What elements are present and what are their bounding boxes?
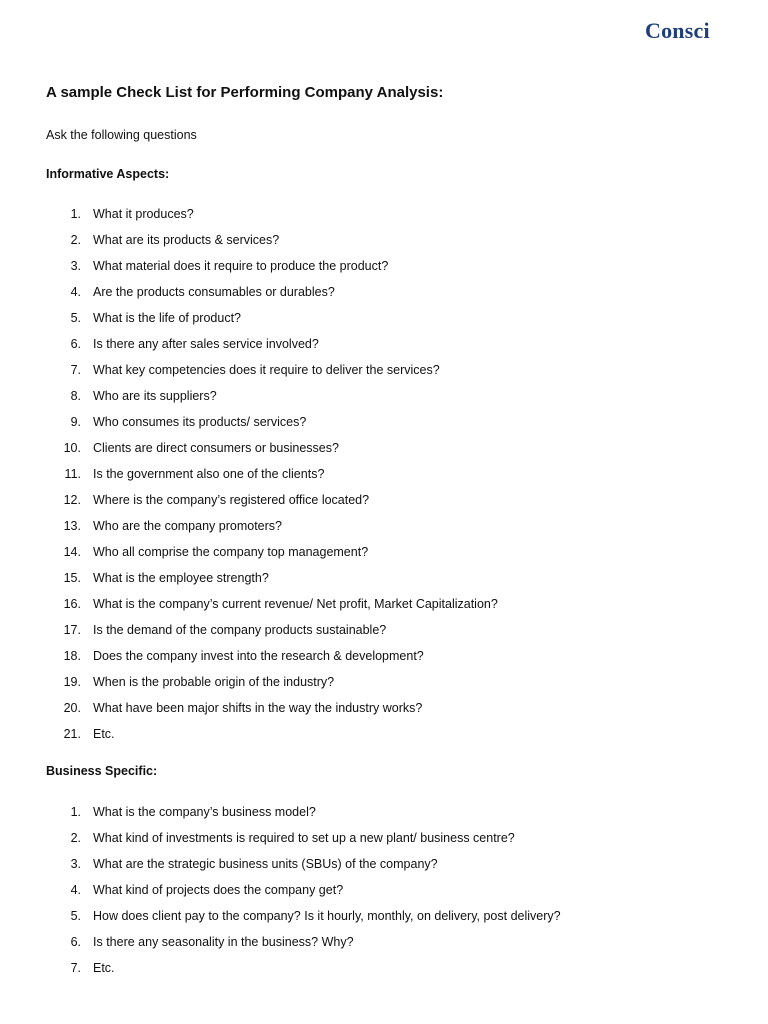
list-item-text: Where is the company’s registered office located?	[93, 493, 370, 507]
list-item-number: 5.	[70, 909, 81, 923]
list-item-number: 18.	[63, 649, 81, 663]
list-item-number: 4.	[70, 285, 81, 299]
list-item-text: When is the probable origin of the industry?	[93, 675, 335, 689]
list-item-text: Who consumes its products/ services?	[93, 415, 307, 429]
list-item-text: Is the demand of the company products sustainable?	[93, 623, 387, 637]
list-item-number: 8.	[70, 389, 81, 403]
list-item-number: 10.	[63, 441, 81, 455]
list-item-text: Clients are direct consumers or businesses?	[93, 441, 339, 455]
list-item-text: What have been major shifts in the way the industry works?	[93, 701, 423, 715]
brand-logo: Consci	[645, 18, 710, 43]
list-item-text: Who are the company promoters?	[93, 519, 282, 533]
list-item-number: 5.	[70, 311, 81, 325]
list-item-number: 19.	[63, 675, 81, 689]
list-item-text: What kind of investments is required to set up a new plant/ business centre?	[93, 831, 515, 845]
list-item-number: 3.	[70, 259, 81, 273]
section-heading-informative: Informative Aspects:	[46, 167, 170, 181]
list-item-number: 9.	[70, 415, 81, 429]
list-item-text: What key competencies does it require to deliver the services?	[93, 363, 440, 377]
list-item-text: Is there any after sales service involved?	[93, 337, 319, 351]
list-item-text: What material does it require to produce the product?	[93, 259, 389, 273]
section-heading-business: Business Specific:	[46, 764, 158, 778]
list-item-number: 17.	[63, 623, 81, 637]
list-item-number: 2.	[70, 233, 81, 247]
list-item-text: Etc.	[93, 961, 115, 975]
list-item-number: 1.	[70, 207, 81, 221]
list-item-text: What is the company’s current revenue/ Net profit, Market Capitalization?	[93, 597, 498, 611]
list-item-text: Are the products consumables or durables?	[93, 285, 335, 299]
list-item-text: What is the employee strength?	[93, 571, 269, 585]
list-item-text: What kind of projects does the company get?	[93, 883, 344, 897]
list-item-text: How does client pay to the company? Is it hourly, monthly, on delivery, post delivery?	[93, 909, 561, 923]
intro-text: Ask the following questions	[46, 128, 197, 142]
list-item-number: 14.	[63, 545, 81, 559]
list-item-number: 2.	[70, 831, 81, 845]
list-item-number: 13.	[63, 519, 81, 533]
document-title: A sample Check List for Performing Company Analysis:	[46, 84, 444, 101]
list-item-text: Is there any seasonality in the business? Why?	[93, 935, 354, 949]
list-item-text: What is the company’s business model?	[93, 805, 316, 819]
list-item-number: 21.	[63, 727, 81, 741]
list-item-text: Who all comprise the company top management?	[93, 545, 369, 559]
list-item-number: 16.	[63, 597, 81, 611]
list-item-text: What is the life of product?	[93, 311, 241, 325]
list-item-number: 6.	[70, 935, 81, 949]
list-item-text: What are the strategic business units (SBUs) of the company?	[93, 857, 438, 871]
list-item-number: 12.	[63, 493, 81, 507]
list-item-number: 15.	[63, 571, 81, 585]
list-item-number: 20.	[63, 701, 81, 715]
list-item-text: What it produces?	[93, 207, 194, 221]
list-item-number: 7.	[70, 961, 81, 975]
list-item-number: 4.	[70, 883, 81, 897]
list-item-text: What are its products & services?	[93, 233, 280, 247]
list-item-number: 6.	[70, 337, 81, 351]
list-item-text: Is the government also one of the clients?	[93, 467, 325, 481]
list-item-number: 3.	[70, 857, 81, 871]
list-item-text: Does the company invest into the research & development?	[93, 649, 424, 663]
list-item-number: 11.	[64, 467, 81, 481]
list-item-number: 7.	[70, 363, 81, 377]
list-item-text: Who are its suppliers?	[93, 389, 217, 403]
list-item-number: 1.	[70, 805, 81, 819]
list-item-text: Etc.	[93, 727, 115, 741]
